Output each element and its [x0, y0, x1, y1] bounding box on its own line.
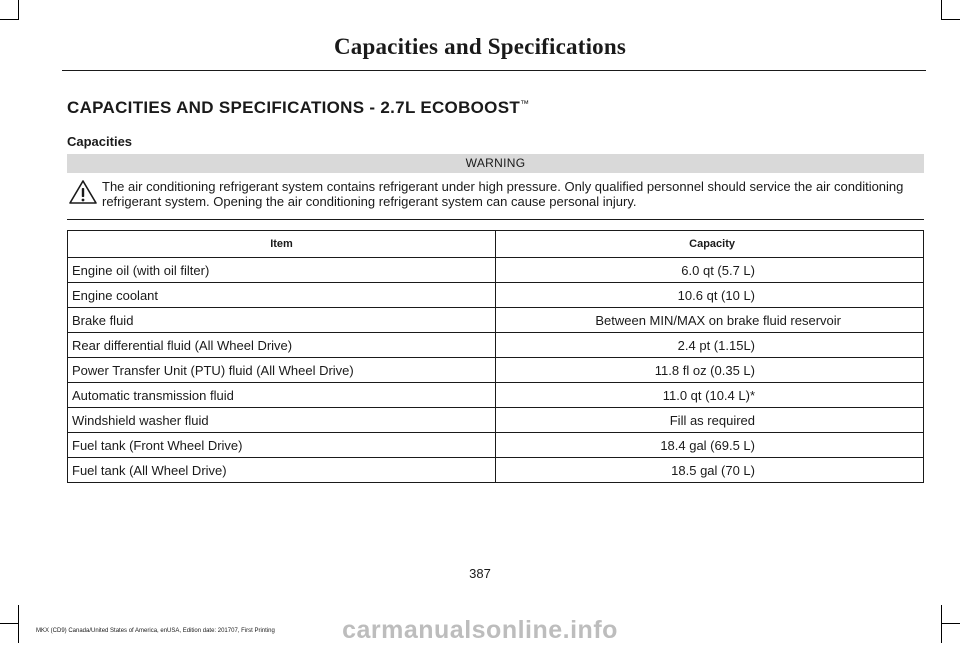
capacity-cell: 2.4 pt (1.15L): [496, 333, 924, 358]
item-cell: Fuel tank (All Wheel Drive): [68, 458, 496, 483]
item-cell: Power Transfer Unit (PTU) fluid (All Wheel Drive): [68, 358, 496, 383]
crop-mark: [941, 0, 942, 20]
page-number: 387: [469, 566, 491, 581]
warning-label: WARNING: [67, 154, 924, 173]
table-row: [68, 308, 924, 333]
table-row: [68, 433, 924, 458]
capacity-cell: 11.8 fl oz (0.35 L): [496, 358, 924, 383]
capacity-cell: 6.0 qt (5.7 L): [496, 258, 924, 283]
table-row: [68, 358, 924, 383]
item-cell: Windshield washer fluid: [68, 408, 496, 433]
item-cell: Fuel tank (Front Wheel Drive): [68, 433, 496, 458]
subsection-heading: Capacities: [67, 134, 133, 149]
running-header: Capacities and Specifications: [333, 34, 627, 59]
item-cell: Automatic transmission fluid: [68, 383, 496, 408]
footer-edition-info: MKX (CD9) Canada/United States of America, enUSA, Edition date: 201707, First Printing: [36, 628, 275, 634]
capacity-cell: Between MIN/MAX on brake fluid reservoir: [496, 308, 924, 333]
section-title-text: CAPACITIES AND SPECIFICATIONS - 2.7L ECOBOOST: [67, 98, 521, 117]
crop-mark: [18, 0, 19, 20]
crop-mark: [942, 19, 960, 20]
watermark: carmanualsonline.info: [342, 616, 618, 644]
table-row: [68, 333, 924, 358]
item-cell: Engine coolant: [68, 283, 496, 308]
table-row: [68, 383, 924, 408]
item-cell: Rear differential fluid (All Wheel Drive): [68, 333, 496, 358]
column-header-item: Item: [68, 231, 496, 258]
capacities-table: [67, 230, 924, 483]
capacity-cell: 11.0 qt (10.4 L)*: [496, 383, 924, 408]
table-row: [68, 258, 924, 283]
capacity-cell: Fill as required: [496, 408, 924, 433]
capacity-cell: 18.5 gal (70 L): [496, 458, 924, 483]
table-row: [68, 283, 924, 308]
table-header-row: [68, 231, 924, 258]
warning-rule: [67, 219, 924, 220]
capacity-cell: 18.4 gal (69.5 L): [496, 433, 924, 458]
section-title: [67, 98, 529, 118]
crop-mark: [0, 19, 18, 20]
trademark-symbol: ™: [520, 98, 530, 109]
warning-triangle-icon: [68, 179, 98, 205]
warning-text: The air conditioning refrigerant system contains refrigerant under high pressure. Only qualified personnel should service the air conditioning refrigerant system. Opening the air conditioning refrigerant system can cause personal injury.: [102, 179, 904, 209]
table-row: [68, 458, 924, 483]
table-row: [68, 408, 924, 433]
item-cell: Brake fluid: [68, 308, 496, 333]
header-rule: [62, 70, 926, 71]
item-cell: Engine oil (with oil filter): [68, 258, 496, 283]
capacity-cell: 10.6 qt (10 L): [496, 283, 924, 308]
column-header-capacity: Capacity: [496, 231, 924, 258]
